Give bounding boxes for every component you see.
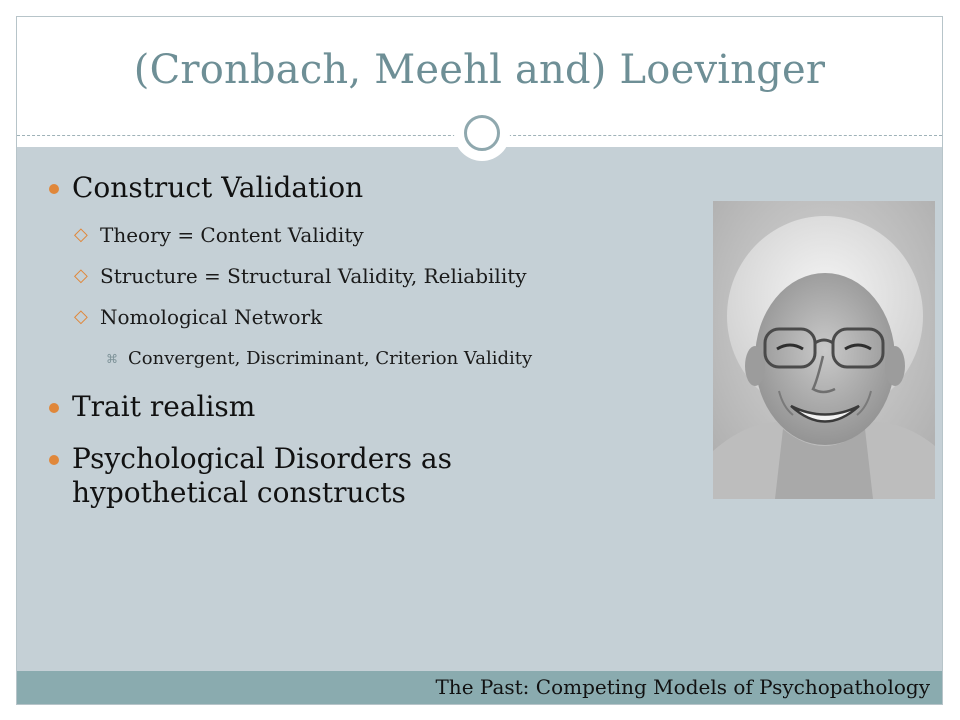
bullet-text: Trait realism [72,390,256,423]
portrait-image [713,201,935,499]
footer-bar [17,671,942,705]
list-item [72,171,363,205]
bullet-text: Convergent, Discriminant, Criterion Validity [128,348,533,369]
bullet-text: Theory = Content Validity [100,223,364,247]
circle-ornament-icon [454,105,510,161]
hollow-square-bullet-icon: ◇ [74,265,88,286]
list-item [72,390,255,424]
list-item [74,222,364,248]
bullet-text: Nomological Network [100,305,323,329]
list-item [74,263,527,289]
slide-title: (Cronbach, Meehl and) Loevinger [133,47,826,93]
bullet-dot-icon [49,184,59,194]
portrait-photo [713,201,935,499]
list-item [106,347,533,371]
ornament-bullet-icon: ⌘ [106,352,118,366]
list-item [74,304,323,330]
ring-icon [464,115,500,151]
bullet-dot-icon [49,455,59,465]
footer-text: The Past: Competing Models of Psychopathology [435,675,930,699]
bullet-dot-icon [49,403,59,413]
hollow-square-bullet-icon: ◇ [74,306,88,327]
slide [16,16,943,705]
bullet-text: Psychological Disorders as [72,442,452,475]
bullet-text: Structure = Structural Validity, Reliability [100,264,527,288]
bullet-text-continued: hypothetical constructs [72,476,406,509]
list-item [72,442,452,510]
hollow-square-bullet-icon: ◇ [74,224,88,245]
bullet-text: Construct Validation [72,171,364,204]
